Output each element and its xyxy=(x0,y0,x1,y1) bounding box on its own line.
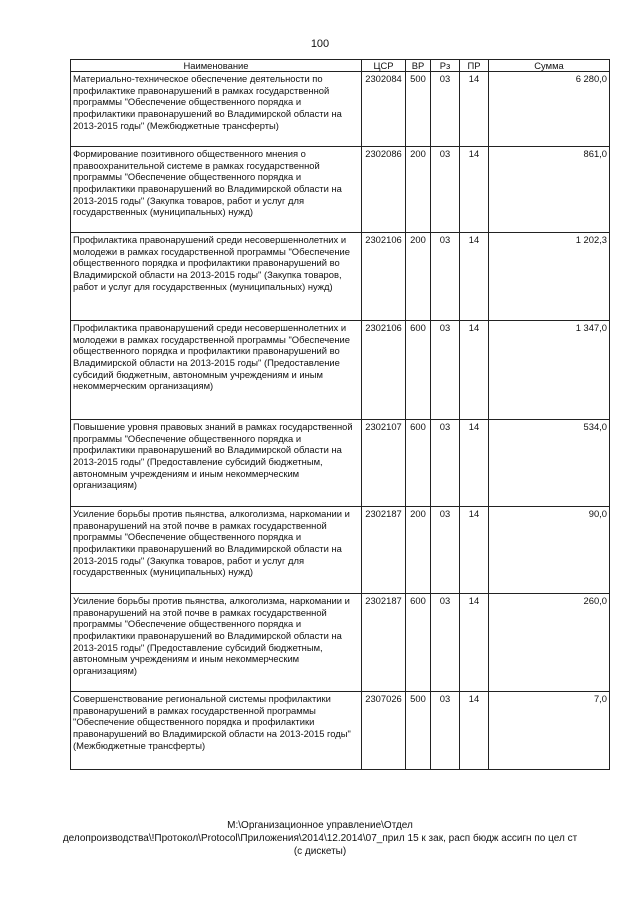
table-row xyxy=(71,692,610,770)
table-row xyxy=(71,507,610,594)
row-vr: 600 xyxy=(406,321,431,420)
row-sum: 1 347,0 xyxy=(489,321,610,420)
header-csr: ЦСР xyxy=(362,60,406,72)
row-vr: 600 xyxy=(406,420,431,507)
row-vr: 200 xyxy=(406,147,431,233)
table-row xyxy=(71,72,610,147)
row-sum: 861,0 xyxy=(489,147,610,233)
row-sum: 260,0 xyxy=(489,594,610,692)
footer-line-2: делопроизводства\!Протокол\Protocol\Приложения\2014\12.2014\07_прил 15 к зак, расп бюдж ассигн по цел ст xyxy=(62,833,578,844)
row-csr: 2302187 xyxy=(362,594,406,692)
row-name: Повышение уровня правовых знаний в рамках государственной программы "Обеспечение общественного порядка и профилактики правонарушений во Владимирской области на 2013-2015 годы" (Предоставление субсидий бюджетным, автономным учреждениям и иным некоммерческим организациям) xyxy=(71,420,362,507)
row-rz: 03 xyxy=(431,507,460,594)
page-number: 100 xyxy=(310,38,330,50)
row-rz: 03 xyxy=(431,420,460,507)
row-csr: 2302187 xyxy=(362,507,406,594)
row-name: Профилактика правонарушений среди несовершеннолетних и молодежи в рамках государственной программы "Обеспечение общественного порядка и профилактики правонарушений во Владимирской области на 2013-2015 годы" (Предоставление субсидий бюджетным, автономным учреждениям и иным некоммерческим организациям) xyxy=(71,321,362,420)
header-sum: Сумма xyxy=(489,60,610,72)
row-sum: 6 280,0 xyxy=(489,72,610,147)
row-csr: 2307026 xyxy=(362,692,406,770)
row-vr: 600 xyxy=(406,594,431,692)
row-sum: 90,0 xyxy=(489,507,610,594)
row-pr: 14 xyxy=(460,72,489,147)
row-pr: 14 xyxy=(460,507,489,594)
row-rz: 03 xyxy=(431,233,460,321)
header-pr: ПР xyxy=(460,60,489,72)
row-csr: 2302106 xyxy=(362,321,406,420)
file-path-footer xyxy=(0,819,640,858)
row-name: Совершенствование региональной системы профилактики правонарушений в рамках государственной программы "Обеспечение общественного порядка и профилактики правонарушений во Владимирской области на 2013-2015 годы" (Межбюджетные трансферты) xyxy=(71,692,362,770)
row-csr: 2302084 xyxy=(362,72,406,147)
row-pr: 14 xyxy=(460,233,489,321)
row-rz: 03 xyxy=(431,594,460,692)
table-row xyxy=(71,147,610,233)
row-pr: 14 xyxy=(460,692,489,770)
row-sum: 1 202,3 xyxy=(489,233,610,321)
row-rz: 03 xyxy=(431,321,460,420)
row-name: Усиление борьбы против пьянства, алкоголизма, наркомании и правонарушений на этой почве в рамках государственной программы "Обеспечение общественного порядка и профилактики правонарушений во Владимирской области на 2013-2015 годы" (Закупка товаров, работ и услуг для государственных (муниципальных) нужд) xyxy=(71,507,362,594)
row-csr: 2302086 xyxy=(362,147,406,233)
row-rz: 03 xyxy=(431,72,460,147)
row-pr: 14 xyxy=(460,321,489,420)
table-header-row xyxy=(71,60,610,72)
row-name: Материально-техническое обеспечение деятельности по профилактике правонарушений в рамках государственной программы "Обеспечение общественного порядка и профилактики правонарушений во Владимирской области на 2013-2015 годы" (Межбюджетные трансферты) xyxy=(71,72,362,147)
row-csr: 2302106 xyxy=(362,233,406,321)
header-name: Наименование xyxy=(71,60,362,72)
row-name: Профилактика правонарушений среди несовершеннолетних и молодежи в рамках государственной программы "Обеспечение общественного порядка и профилактики правонарушений во Владимирской области на 2013-2015 годы" (Закупка товаров, работ и услуг для государственных (муниципальных) нужд) xyxy=(71,233,362,321)
row-pr: 14 xyxy=(460,594,489,692)
row-vr: 200 xyxy=(406,233,431,321)
row-name: Усиление борьбы против пьянства, алкоголизма, наркомании и правонарушений на этой почве в рамках государственной программы "Обеспечение общественного порядка и профилактики правонарушений во Владимирской области на 2013-2015 годы" (Предоставление субсидий бюджетным, автономным учреждениям и иным некоммерческим организациям) xyxy=(71,594,362,692)
row-csr: 2302107 xyxy=(362,420,406,507)
budget-table xyxy=(70,59,610,770)
table-row xyxy=(71,420,610,507)
table-row xyxy=(71,321,610,420)
footer-line-3: (с дискеты) xyxy=(293,846,347,857)
row-sum: 7,0 xyxy=(489,692,610,770)
row-vr: 200 xyxy=(406,507,431,594)
row-rz: 03 xyxy=(431,147,460,233)
row-pr: 14 xyxy=(460,420,489,507)
row-vr: 500 xyxy=(406,692,431,770)
row-name: Формирование позитивного общественного мнения о правоохранительной системе в рамках государственной программы "Обеспечение общественного порядка и профилактики правонарушений во Владимирской области на 2013-2015 годы" (Закупка товаров, работ и услуг для государственных (муниципальных) нужд) xyxy=(71,147,362,233)
header-vr: ВР xyxy=(406,60,431,72)
row-sum: 534,0 xyxy=(489,420,610,507)
row-vr: 500 xyxy=(406,72,431,147)
table-row xyxy=(71,594,610,692)
table-row xyxy=(71,233,610,321)
row-pr: 14 xyxy=(460,147,489,233)
header-rz: Рз xyxy=(431,60,460,72)
footer-line-1: M:\Организационное управление\Отдел xyxy=(227,820,413,831)
row-rz: 03 xyxy=(431,692,460,770)
